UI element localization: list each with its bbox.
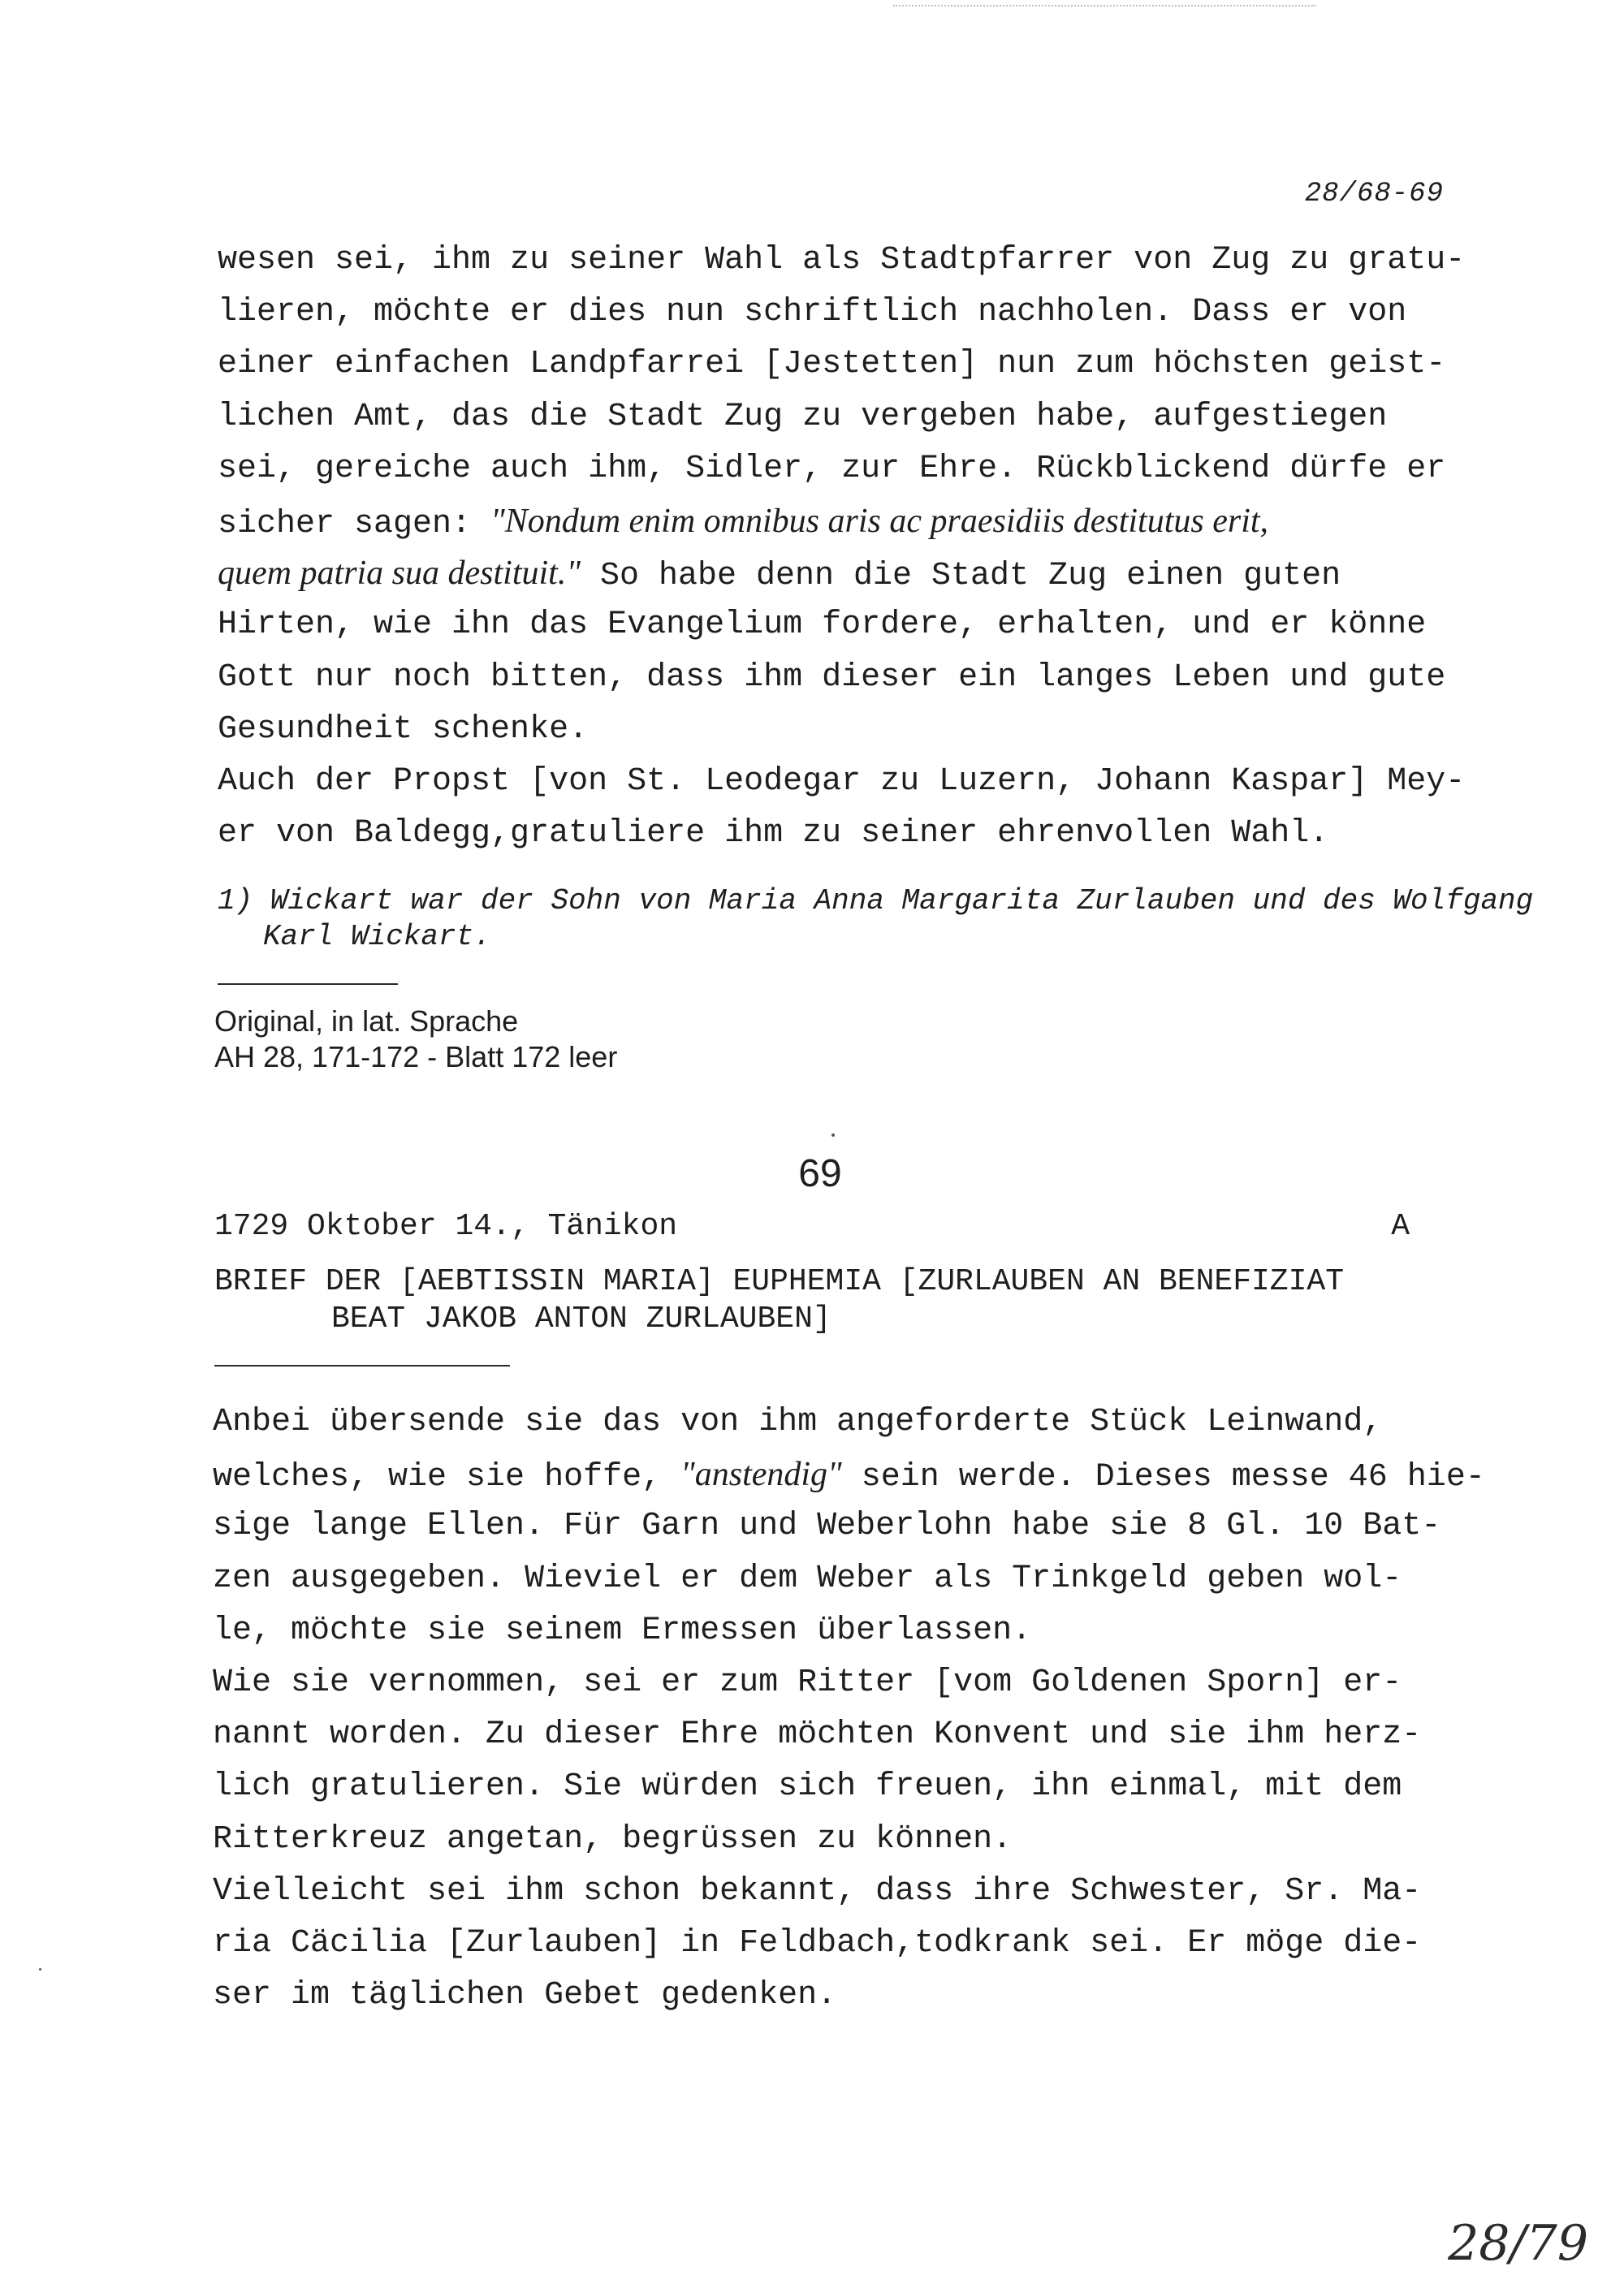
text-line — [213, 1397, 1463, 1449]
source-note — [214, 1004, 617, 1075]
continuation-text — [218, 235, 1468, 860]
text-line — [213, 1970, 1463, 2022]
footnote-line: 1) Wickart war der Sohn von Maria Anna Margarita Zurlauben und des Wolfgang — [218, 884, 1534, 917]
document-number: 69 — [798, 1152, 842, 1195]
divider-rule — [214, 1365, 510, 1367]
text-line — [218, 391, 1468, 443]
text-span: ser im täglichen Gebet gedenken. — [213, 1977, 837, 2014]
heading-line: BEAT JAKOB ANTON ZURLAUBEN] — [331, 1302, 831, 1336]
text-span: Vielleicht sei ihm schon bekannt, dass ihre Schwester, Sr. Ma- — [213, 1872, 1422, 1910]
heading-line: BRIEF DER [AEBTISSIN MARIA] EUPHEMIA [ZURLAUBEN AN BENEFIZIAT — [214, 1264, 1345, 1299]
text-line — [213, 1709, 1463, 1761]
text-span: einer einfachen Landpfarrei [Jestetten] nun zum höchsten geist- — [218, 346, 1446, 383]
text-span: Hirten, wie ihn das Evangelium fordere, erhalten, und er könne — [218, 607, 1427, 644]
text-line — [218, 287, 1468, 339]
text-line — [218, 443, 1468, 495]
text-span: zen ausgegeben. Wieviel er dem Weber als Trinkgeld geben wol- — [213, 1560, 1402, 1597]
dateline — [214, 1209, 1410, 1244]
text-line — [218, 704, 1468, 756]
text-span: ria Cäcilia [Zurlauben] in Feldbach,todkrank sei. Er möge die- — [213, 1924, 1422, 1962]
text-span: lichen Amt, das die Stadt Zug zu vergeben habe, aufgestiegen — [218, 398, 1388, 435]
scan-speck — [831, 1133, 835, 1137]
text-span: Gott nur noch bitten, dass ihm dieser ein langes Leben und gute — [218, 658, 1446, 696]
text-span: lich gratulieren. Sie würden sich freuen, ihn einmal, mit dem — [213, 1768, 1402, 1806]
text-span: Wie sie vernommen, sei er zum Ritter [vom Goldenen Sporn] er- — [213, 1664, 1402, 1701]
page-reference: 28/68-69 — [1304, 179, 1444, 209]
handwritten-page-number: 28/79 — [1448, 2215, 1588, 2272]
text-line — [213, 1657, 1463, 1709]
text-line — [218, 235, 1468, 287]
text-line — [218, 756, 1468, 808]
footnote — [218, 883, 1533, 955]
text-span: So habe denn die Stadt Zug einen guten — [580, 558, 1341, 595]
text-span: sige lange Ellen. Für Garn und Weberlohn habe sie 8 Gl. 10 Bat- — [213, 1508, 1441, 1545]
text-line — [213, 1500, 1463, 1552]
text-line — [213, 1866, 1463, 1918]
divider-rule — [218, 983, 398, 985]
text-line — [218, 652, 1468, 704]
source-line: AH 28, 171-172 - Blatt 172 leer — [214, 1040, 618, 1073]
document-letter: A — [1391, 1209, 1410, 1244]
text-line — [218, 495, 1468, 547]
text-line — [218, 808, 1468, 860]
footnote-line: Karl Wickart. — [263, 920, 491, 953]
text-span: Anbei übersende sie das von ihm angeforderte Stück Leinwand, — [213, 1404, 1383, 1440]
text-line — [218, 547, 1468, 599]
text-line — [213, 1814, 1463, 1866]
text-span: Auch der Propst [von St. Leodegar zu Luzern, Johann Kaspar] Mey- — [218, 762, 1466, 800]
date-place: 1729 Oktober 14., Tänikon — [214, 1209, 678, 1244]
quoted-word: "anstendig" — [680, 1456, 842, 1494]
source-line: Original, in lat. Sprache — [214, 1004, 519, 1038]
text-line — [218, 339, 1468, 391]
text-span: welches, wie sie hoffe, — [213, 1459, 681, 1496]
scan-edge-artifact — [893, 5, 1315, 8]
document-heading — [214, 1263, 1344, 1338]
text-span: sei, gereiche auch ihm, Sidler, zur Ehre. Rückblickend dürfe er — [218, 450, 1446, 487]
scan-speck — [39, 1968, 41, 1971]
text-span: nannt worden. Zu dieser Ehre möchten Konvent und sie ihm herz- — [213, 1716, 1422, 1754]
letter-text — [213, 1397, 1485, 2022]
text-span: Ritterkreuz angetan, begrüssen zu können. — [213, 1820, 1013, 1858]
text-span: er von Baldegg,gratuliere ihm zu seiner ehrenvollen Wahl. — [218, 815, 1329, 853]
text-span: Gesundheit schenke. — [218, 710, 589, 748]
text-line — [213, 1761, 1463, 1813]
text-line — [213, 1918, 1463, 1970]
text-line — [218, 599, 1468, 651]
text-span: sein werde. Dieses messe 46 hie- — [841, 1459, 1485, 1496]
text-line — [213, 1449, 1485, 1500]
latin-quote: quem patria sua destituit." — [218, 555, 581, 593]
text-span: lieren, möchte er dies nun schriftlich nachholen. Dass er von — [218, 294, 1407, 331]
latin-quote: "Nondum enim omnibus aris ac praesidiis destitutus erit, — [490, 502, 1269, 540]
text-span: le, möchte sie seinem Ermessen überlassen. — [213, 1612, 1032, 1649]
text-line — [213, 1605, 1463, 1657]
text-span: wesen sei, ihm zu seiner Wahl als Stadtpfarrer von Zug zu gratu- — [218, 242, 1466, 278]
text-line — [213, 1553, 1463, 1605]
text-span: sicher sagen: — [218, 505, 491, 542]
